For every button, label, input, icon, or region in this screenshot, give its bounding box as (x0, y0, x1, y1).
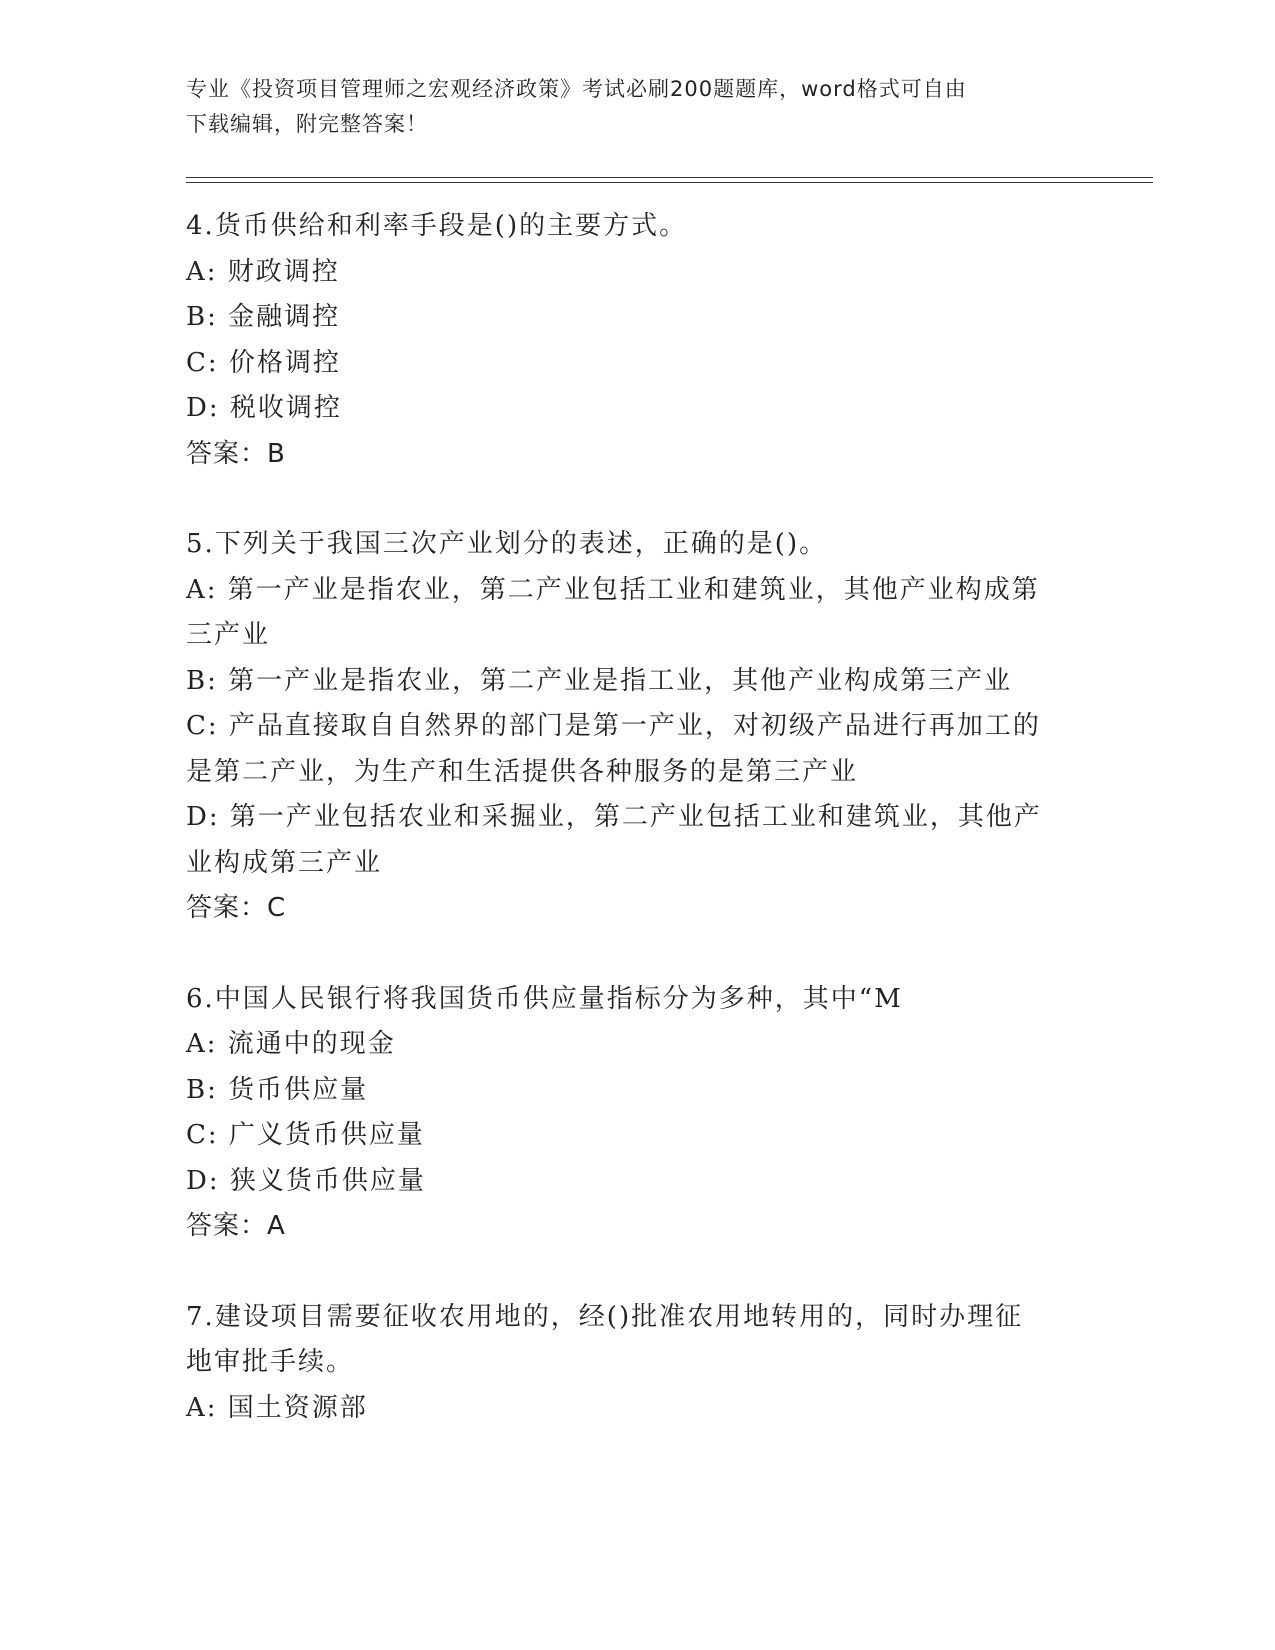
option-b: B: 金融调控 (186, 302, 341, 332)
option-c-continued: 是第二产业，为生产和生活提供各种服务的是第三产业 (186, 756, 859, 787)
option-a-continued: 三产业 (186, 620, 271, 650)
option-b: B: 货币供应量 (186, 1074, 369, 1105)
question-4 (186, 204, 1066, 477)
option-c: C: 价格调控 (186, 347, 341, 378)
answer: 答案：A (186, 1211, 286, 1241)
option-a: A: 第一产业是指农业，第二产业包括工业和建筑业，其他产业构成第 (186, 574, 1040, 605)
question-list (186, 204, 1066, 1476)
option-a: A: 财政调控 (186, 256, 340, 287)
option-d: D: 狭义货币供应量 (186, 1165, 426, 1196)
question-stem: 4.货币供给和利率手段是()的主要方式。 (186, 211, 688, 241)
question-stem-continued: 地审批手续。 (186, 1347, 355, 1377)
document-header (186, 72, 1066, 142)
option-c: C: 产品直接取自自然界的部门是第一产业，对初级产品进行再加工的 (186, 711, 1041, 741)
option-d: D: 第一产业包括农业和采掘业，第二产业包括工业和建筑业，其他产 (186, 802, 1042, 832)
question-stem: 5.下列关于我国三次产业划分的表述，正确的是()。 (186, 529, 828, 559)
option-d: D: 税收调控 (186, 393, 342, 423)
option-b: B: 第一产业是指农业，第二产业是指工业，其他产业构成第三产业 (186, 665, 1013, 696)
answer: 答案：C (186, 893, 287, 923)
question-5 (186, 522, 1066, 932)
header-line-1: 专业《投资项目管理师之宏观经济政策》考试必刷200题题库，word格式可自由 (186, 77, 967, 101)
question-7 (186, 1295, 1066, 1432)
question-stem: 7.建设项目需要征收农用地的，经()批准农用地转用的，同时办理征 (186, 1301, 1024, 1332)
option-d-continued: 业构成第三产业 (186, 847, 383, 878)
answer: 答案：B (186, 438, 286, 469)
question-stem: 6.中国人民银行将我国货币供应量指标分为多种，其中“M (186, 983, 903, 1014)
header-divider-top (186, 177, 1153, 178)
option-a: A: 国土资源部 (186, 1392, 368, 1423)
question-6 (186, 977, 1066, 1250)
header-divider-bottom (186, 182, 1153, 183)
option-a: A: 流通中的现金 (186, 1029, 396, 1059)
option-c: C: 广义货币供应量 (186, 1120, 425, 1150)
header-line-2: 下载编辑，附完整答案！ (186, 112, 428, 136)
